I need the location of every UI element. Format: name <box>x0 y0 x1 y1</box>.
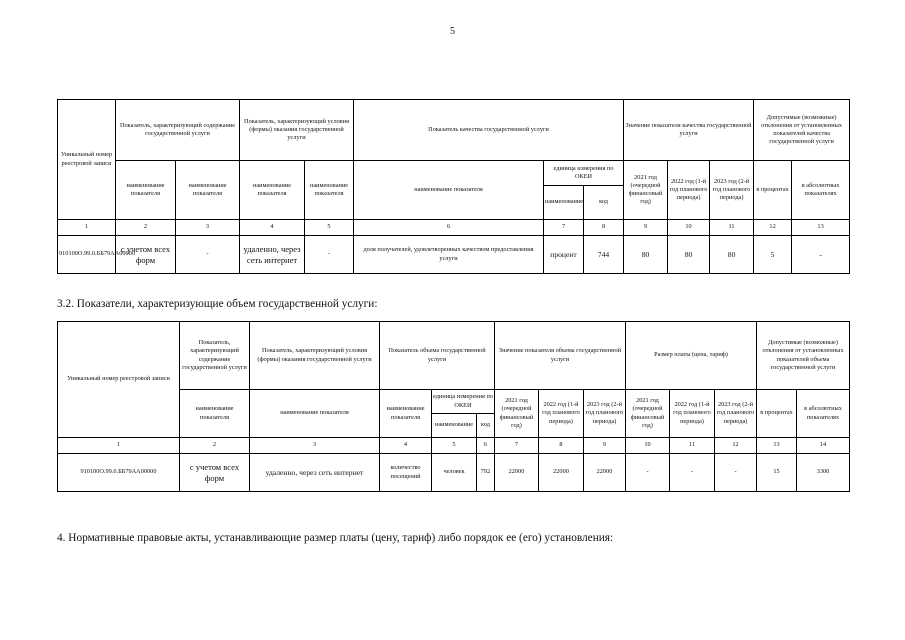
cell-value-2021: 22000 <box>495 454 539 492</box>
cell-deviation-percent: 15 <box>757 454 797 492</box>
header-unit-code: код <box>584 186 624 220</box>
column-number: 11 <box>670 438 715 454</box>
header-year-2023: 2023 год (2-й год планового периода) <box>584 390 626 438</box>
column-number: 6 <box>477 438 495 454</box>
column-number: 2 <box>116 220 176 236</box>
column-number: 12 <box>715 438 757 454</box>
header-year-2022: 2022 год (1-й год планового периода) <box>668 161 710 220</box>
column-number: 9 <box>584 438 626 454</box>
cell-value-2021: 80 <box>624 236 668 274</box>
cell-fee-2022: - <box>670 454 715 492</box>
volume-indicators-table <box>57 321 850 492</box>
cell-fee-2021: - <box>626 454 670 492</box>
header-year-2023: 2023 год (2-й год планового периода) <box>710 161 754 220</box>
column-number: 8 <box>539 438 584 454</box>
column-number: 4 <box>240 220 305 236</box>
header-year-2021: 2021 год (очередной финансовый год) <box>624 161 668 220</box>
column-number: 4 <box>380 438 432 454</box>
column-number: 1 <box>58 438 180 454</box>
cell-value-2022: 22000 <box>539 454 584 492</box>
header-volume-values: Значение показателя объема государственной услуги <box>495 322 626 390</box>
column-number: 5 <box>305 220 354 236</box>
column-number: 1 <box>58 220 116 236</box>
header-allowed-deviation: Допустимые (возможные) отклонения от установленных показателей объема государственной услуги <box>757 322 850 390</box>
header-quality-values: Значение показателя качества государственной услуги <box>624 100 754 161</box>
header-unit-name: наименование <box>544 186 584 220</box>
cell-content-name: с учетом всех форм <box>180 454 250 492</box>
header-percent: в процентах <box>757 390 797 438</box>
cell-condition-name: удаленно, через сеть интернет <box>250 454 380 492</box>
column-number: 2 <box>180 438 250 454</box>
header-fee-year-2022: 2022 год (1-й год планового периода) <box>670 390 715 438</box>
cell-registry-number: 910100О.99.0.ББ79АА00000 <box>58 454 180 492</box>
section-heading-3-2: 3.2. Показатели, характеризующие объем государственной услуги: <box>57 298 378 310</box>
cell-volume-indicator-name: количество посещений <box>380 454 432 492</box>
column-number: 13 <box>757 438 797 454</box>
column-number: 5 <box>432 438 477 454</box>
cell-deviation-percent: 5 <box>754 236 792 274</box>
header-allowed-deviation: Допустимые (возможные) отклонения от установленных показателей качества государственной услуги <box>754 100 850 161</box>
header-unique-number: Уникальный номер реестровой записи <box>58 322 180 438</box>
column-number: 14 <box>797 438 850 454</box>
column-number: 7 <box>544 220 584 236</box>
header-name-indicator: наименование показателя <box>354 161 544 220</box>
table-row <box>58 236 850 274</box>
quality-indicators-table <box>57 99 850 274</box>
header-unit-okei: единица измерения по ОКЕИ <box>432 390 495 414</box>
column-number: 10 <box>668 220 710 236</box>
cell-value-2023: 80 <box>710 236 754 274</box>
column-number: 8 <box>584 220 624 236</box>
header-fee-year-2023: 2023 год (2-й год планового периода) <box>715 390 757 438</box>
table-row <box>58 454 850 492</box>
header-content-indicator: Показатель, характеризующий содержание государственной услуги <box>116 100 240 161</box>
column-number: 10 <box>626 438 670 454</box>
header-name-indicator: наименование показателя <box>240 161 305 220</box>
header-volume-indicator: Показатель объема государственной услуги <box>380 322 495 390</box>
header-unique-number: Уникальный номер реестровой записи <box>58 100 116 220</box>
header-year-2022: 2022 год (1-й год планового периода) <box>539 390 584 438</box>
cell-unit-name: процент <box>544 236 584 274</box>
header-unit-code: код <box>477 414 495 438</box>
column-number: 11 <box>710 220 754 236</box>
cell-unit-code: 792 <box>477 454 495 492</box>
cell-value-2022: 80 <box>668 236 710 274</box>
cell-registry-number: 910100О.99.0.ББ79АА00000 <box>58 236 116 274</box>
section-heading-4: 4. Нормативные правовые акты, устанавливающие размер платы (цену, тариф) либо порядок ее (его) установления: <box>57 532 614 544</box>
header-fee-year-2021: 2021 год (очередной финансовый год) <box>626 390 670 438</box>
column-number: 3 <box>176 220 240 236</box>
header-conditions-indicator: Показатель, характеризующий условия (формы) оказания государственной услуги <box>240 100 354 161</box>
header-name-indicator: наименование показателя <box>305 161 354 220</box>
cell-quality-indicator-name: доля получателей, удовлетворенных качеством предоставления услуги <box>354 236 544 274</box>
header-name-indicator: наименование показателя <box>176 161 240 220</box>
cell-unit-code: 744 <box>584 236 624 274</box>
header-name-indicator: наименование показателя <box>250 390 380 438</box>
header-unit-okei: единица измерения по ОКЕИ <box>544 161 624 186</box>
cell-deviation-absolute: 3300 <box>797 454 850 492</box>
cell-fee-2023: - <box>715 454 757 492</box>
page-number: 5 <box>450 26 455 37</box>
header-percent: в процентах <box>754 161 792 220</box>
header-absolute: в абсолютных показателях <box>797 390 850 438</box>
header-content-indicator: Показатель, характеризующий содержание государственной услуги <box>180 322 250 390</box>
header-fee-amount: Размер платы (цена, тариф) <box>626 322 757 390</box>
header-name-indicator: наименование показателя <box>180 390 250 438</box>
header-name-indicator: наименование показателя <box>116 161 176 220</box>
column-number: 13 <box>792 220 850 236</box>
column-number: 9 <box>624 220 668 236</box>
cell-deviation-absolute: - <box>792 236 850 274</box>
header-name-indicator: наименование показателя <box>380 390 432 438</box>
cell-unit-name: человек <box>432 454 477 492</box>
column-number: 12 <box>754 220 792 236</box>
header-unit-name: наименование <box>432 414 477 438</box>
cell-value-2023: 22000 <box>584 454 626 492</box>
column-number: 6 <box>354 220 544 236</box>
cell-content-name: с учетом всех форм <box>116 236 176 274</box>
header-conditions-indicator: Показатель, характеризующий условия (формы) оказания государственной услуги <box>250 322 380 390</box>
cell-condition-name-2: - <box>305 236 354 274</box>
header-quality-indicator: Показатель качества государственной услуги <box>354 100 624 161</box>
header-absolute: в абсолютных показателях <box>792 161 850 220</box>
column-number: 7 <box>495 438 539 454</box>
cell-content-name-2: - <box>176 236 240 274</box>
column-number: 3 <box>250 438 380 454</box>
header-year-2021: 2021 год (очередной финансовый год) <box>495 390 539 438</box>
cell-condition-name: удаленно, через сеть интернет <box>240 236 305 274</box>
